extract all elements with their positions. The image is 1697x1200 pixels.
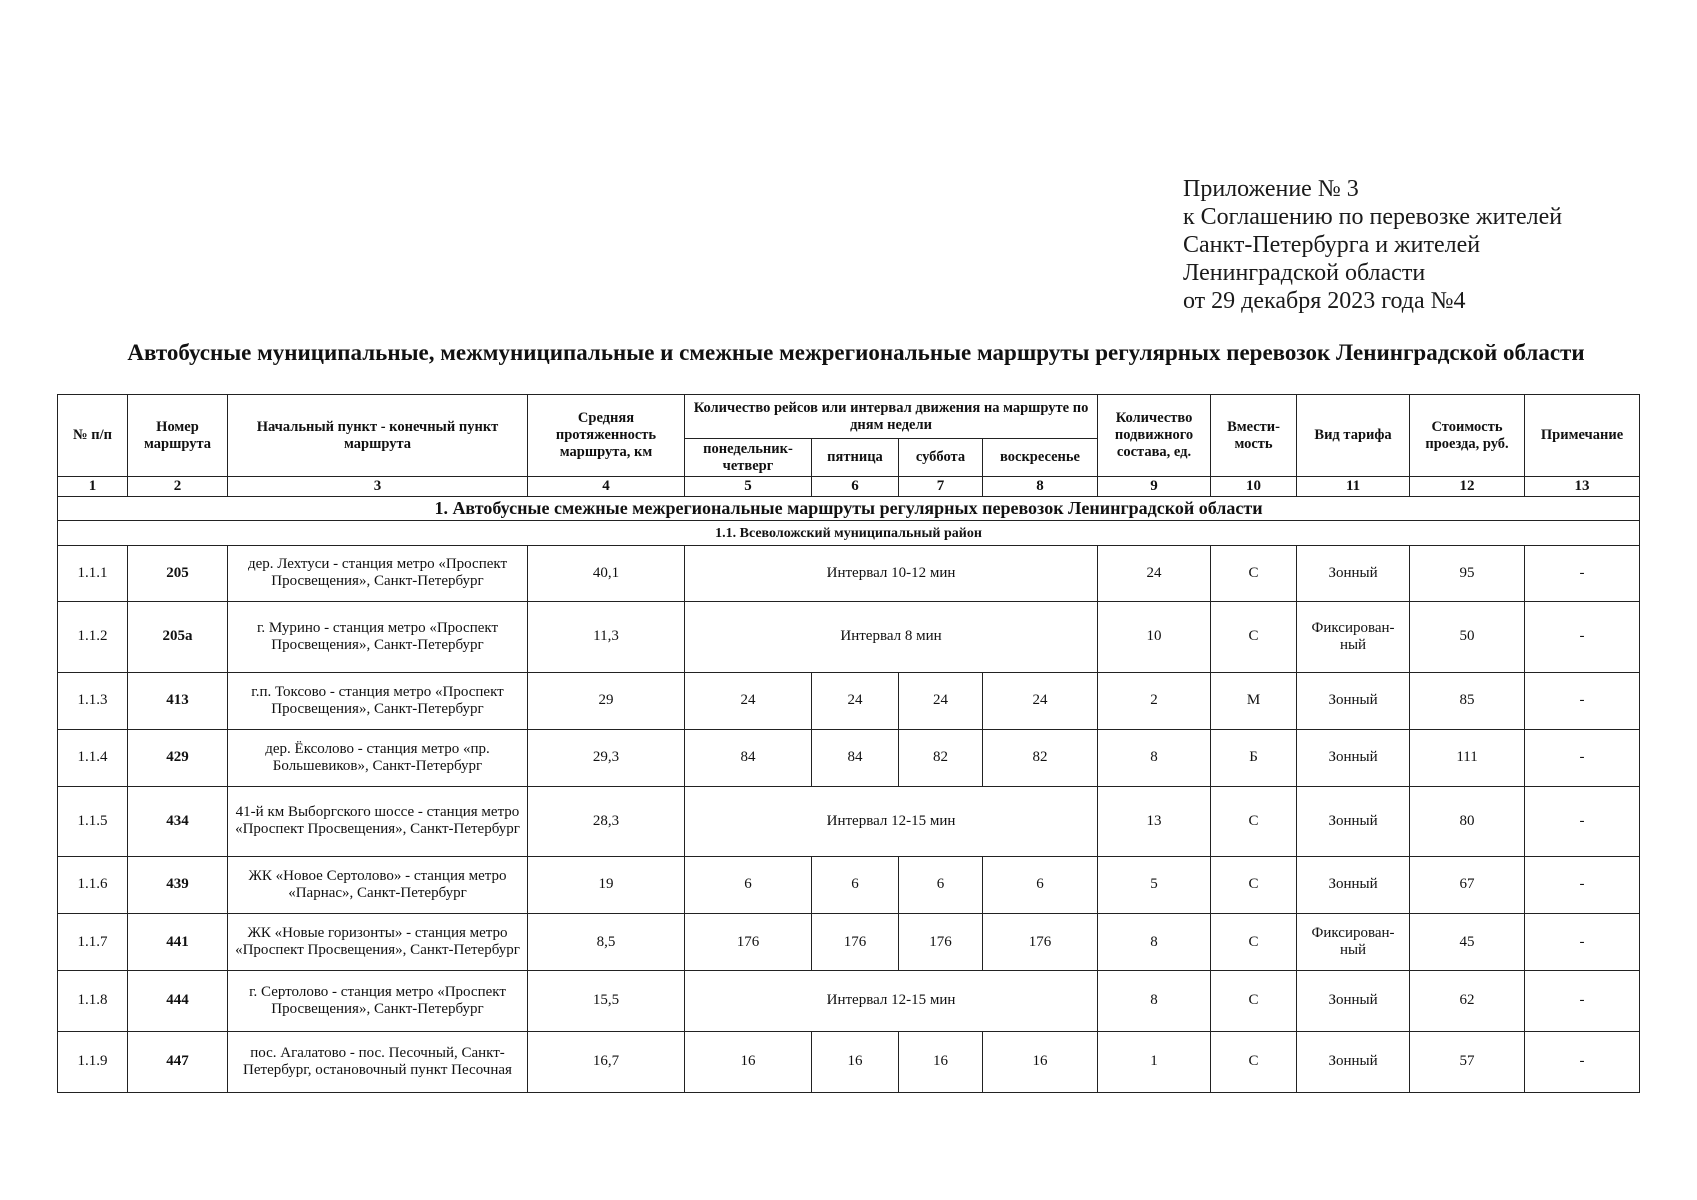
endpoints-cell: ЖК «Новые горизонты» - станция метро «Проспект Просвещения», Санкт-Петербург (228, 914, 528, 971)
mon-thu-cell: 24 (685, 672, 812, 729)
note-cell: - (1525, 914, 1640, 971)
header-mon-thu: понедельник-четверг (685, 439, 812, 477)
row-number-cell: 1.1.4 (58, 729, 128, 786)
capacity-cell: С (1211, 601, 1297, 672)
row-number-cell: 1.1.6 (58, 856, 128, 913)
appendix-line: Ленинградской области (1183, 260, 1426, 286)
tariff-cell: Зонный (1297, 672, 1410, 729)
endpoints-cell: дер. Ёксолово - станция метро «пр. Большевиков», Санкт-Петербург (228, 729, 528, 786)
table-row (58, 1031, 1640, 1092)
note-cell: - (1525, 729, 1640, 786)
table-row (58, 787, 1640, 857)
sat-cell: 176 (899, 914, 983, 971)
sun-cell: 176 (983, 914, 1098, 971)
tariff-cell: Зонный (1297, 856, 1410, 913)
header-length: Средняя протяженность маршрута, км (528, 395, 685, 477)
mon-thu-cell: 176 (685, 914, 812, 971)
fri-cell: 84 (812, 729, 899, 786)
section-title: 1. Автобусные смежные межрегиональные маршруты регулярных перевозок Ленинградской области (58, 497, 1640, 521)
interval-cell: Интервал 8 мин (685, 601, 1098, 672)
column-number: 11 (1297, 477, 1410, 497)
fri-cell: 24 (812, 672, 899, 729)
sat-cell: 82 (899, 729, 983, 786)
table-row (58, 601, 1640, 672)
length-cell: 19 (528, 856, 685, 913)
header-tariff: Вид тарифа (1297, 395, 1410, 477)
tariff-cell: Зонный (1297, 787, 1410, 857)
table-row (58, 545, 1640, 601)
endpoints-cell: дер. Лехтуси - станция метро «Проспект Просвещения», Санкт-Петербург (228, 545, 528, 601)
row-number-cell: 1.1.3 (58, 672, 128, 729)
district-row (58, 521, 1640, 545)
length-cell: 8,5 (528, 914, 685, 971)
row-number-cell: 1.1.2 (58, 601, 128, 672)
header-route-number: Номер маршрута (128, 395, 228, 477)
column-number: 10 (1211, 477, 1297, 497)
tariff-cell: Зонный (1297, 545, 1410, 601)
route-number-cell: 441 (128, 914, 228, 971)
length-cell: 40,1 (528, 545, 685, 601)
endpoints-cell: г.п. Токсово - станция метро «Проспект Просвещения», Санкт-Петербург (228, 672, 528, 729)
sun-cell: 16 (983, 1031, 1098, 1092)
column-number: 2 (128, 477, 228, 497)
capacity-cell: С (1211, 914, 1297, 971)
row-number-cell: 1.1.8 (58, 971, 128, 1031)
fri-cell: 176 (812, 914, 899, 971)
fri-cell: 16 (812, 1031, 899, 1092)
fare-cell: 50 (1410, 601, 1525, 672)
column-number: 9 (1098, 477, 1211, 497)
tariff-cell: Фиксирован-ный (1297, 601, 1410, 672)
column-number: 8 (983, 477, 1098, 497)
route-number-cell: 429 (128, 729, 228, 786)
tariff-cell: Зонный (1297, 1031, 1410, 1092)
vehicles-cell: 10 (1098, 601, 1211, 672)
route-number-cell: 439 (128, 856, 228, 913)
mon-thu-cell: 6 (685, 856, 812, 913)
route-number-cell: 205 (128, 545, 228, 601)
length-cell: 28,3 (528, 787, 685, 857)
length-cell: 16,7 (528, 1031, 685, 1092)
column-number: 1 (58, 477, 128, 497)
header-note: Примечание (1525, 395, 1640, 477)
routes-table (57, 394, 1640, 1093)
column-number: 12 (1410, 477, 1525, 497)
sun-cell: 82 (983, 729, 1098, 786)
header-vehicles: Количество подвижного состава, ед. (1098, 395, 1211, 477)
row-number-cell: 1.1.7 (58, 914, 128, 971)
length-cell: 29,3 (528, 729, 685, 786)
table-row (58, 971, 1640, 1031)
route-number-cell: 434 (128, 787, 228, 857)
fare-cell: 62 (1410, 971, 1525, 1031)
column-number: 4 (528, 477, 685, 497)
mon-thu-cell: 16 (685, 1031, 812, 1092)
note-cell: - (1525, 971, 1640, 1031)
mon-thu-cell: 84 (685, 729, 812, 786)
capacity-cell: С (1211, 787, 1297, 857)
appendix-line: Санкт-Петербурга и жителей (1183, 232, 1481, 258)
note-cell: - (1525, 1031, 1640, 1092)
fare-cell: 45 (1410, 914, 1525, 971)
header-row (58, 395, 1640, 439)
tariff-cell: Зонный (1297, 971, 1410, 1031)
route-number-cell: 444 (128, 971, 228, 1031)
vehicles-cell: 13 (1098, 787, 1211, 857)
length-cell: 11,3 (528, 601, 685, 672)
capacity-cell: Б (1211, 729, 1297, 786)
sun-cell: 6 (983, 856, 1098, 913)
fare-cell: 57 (1410, 1031, 1525, 1092)
appendix-block (1183, 175, 1603, 315)
route-number-cell: 447 (128, 1031, 228, 1092)
header-sat: суббота (899, 439, 983, 477)
note-cell: - (1525, 601, 1640, 672)
fare-cell: 111 (1410, 729, 1525, 786)
column-number: 5 (685, 477, 812, 497)
table-row (58, 729, 1640, 786)
document-title: Автобусные муниципальные, межмуниципальные и смежные межрегиональные маршруты регулярных перевозок Ленинградской области (127, 340, 1585, 365)
header-endpoints: Начальный пункт - конечный пункт маршрута (228, 395, 528, 477)
column-number: 13 (1525, 477, 1640, 497)
note-cell: - (1525, 672, 1640, 729)
capacity-cell: С (1211, 856, 1297, 913)
table-row (58, 914, 1640, 971)
sun-cell: 24 (983, 672, 1098, 729)
sat-cell: 6 (899, 856, 983, 913)
route-number-cell: 413 (128, 672, 228, 729)
header-fri: пятница (812, 439, 899, 477)
fare-cell: 85 (1410, 672, 1525, 729)
tariff-cell: Фиксирован-ный (1297, 914, 1410, 971)
interval-cell: Интервал 12-15 мин (685, 787, 1098, 857)
capacity-cell: С (1211, 1031, 1297, 1092)
capacity-cell: С (1211, 971, 1297, 1031)
column-number-row (58, 477, 1640, 497)
interval-cell: Интервал 10-12 мин (685, 545, 1098, 601)
district-title: 1.1. Всеволожский муниципальный район (58, 521, 1640, 545)
vehicles-cell: 8 (1098, 729, 1211, 786)
fri-cell: 6 (812, 856, 899, 913)
endpoints-cell: ЖК «Новое Сертолово» - станция метро «Парнас», Санкт-Петербург (228, 856, 528, 913)
vehicles-cell: 24 (1098, 545, 1211, 601)
header-sun: воскресенье (983, 439, 1098, 477)
length-cell: 15,5 (528, 971, 685, 1031)
sat-cell: 16 (899, 1031, 983, 1092)
vehicles-cell: 1 (1098, 1031, 1211, 1092)
vehicles-cell: 8 (1098, 914, 1211, 971)
appendix-line: Приложение № 3 (1183, 176, 1359, 202)
endpoints-cell: 41-й км Выборгского шоссе - станция метро «Проспект Просвещения», Санкт-Петербург (228, 787, 528, 857)
section-row (58, 497, 1640, 521)
header-trips-group: Количество рейсов или интервал движения на маршруте по дням недели (685, 395, 1098, 439)
endpoints-cell: г. Сертолово - станция метро «Проспект Просвещения», Санкт-Петербург (228, 971, 528, 1031)
vehicles-cell: 8 (1098, 971, 1211, 1031)
column-number: 7 (899, 477, 983, 497)
fare-cell: 95 (1410, 545, 1525, 601)
note-cell: - (1525, 545, 1640, 601)
appendix-line: к Соглашению по перевозке жителей (1183, 204, 1563, 230)
endpoints-cell: пос. Агалатово - пос. Песочный, Санкт-Петербург, остановочный пункт Песочная (228, 1031, 528, 1092)
length-cell: 29 (528, 672, 685, 729)
table-row (58, 672, 1640, 729)
note-cell: - (1525, 856, 1640, 913)
table-row (58, 856, 1640, 913)
tariff-cell: Зонный (1297, 729, 1410, 786)
capacity-cell: М (1211, 672, 1297, 729)
fare-cell: 80 (1410, 787, 1525, 857)
route-number-cell: 205а (128, 601, 228, 672)
sat-cell: 24 (899, 672, 983, 729)
appendix-line: от 29 декабря 2023 года №4 (1183, 288, 1466, 314)
fare-cell: 67 (1410, 856, 1525, 913)
header-fare: Стоимость проезда, руб. (1410, 395, 1525, 477)
vehicles-cell: 5 (1098, 856, 1211, 913)
row-number-cell: 1.1.9 (58, 1031, 128, 1092)
endpoints-cell: г. Мурино - станция метро «Проспект Просвещения», Санкт-Петербург (228, 601, 528, 672)
interval-cell: Интервал 12-15 мин (685, 971, 1098, 1031)
header-num: № п/п (58, 395, 128, 477)
column-number: 6 (812, 477, 899, 497)
header-capacity: Вмести-мость (1211, 395, 1297, 477)
row-number-cell: 1.1.1 (58, 545, 128, 601)
column-number: 3 (228, 477, 528, 497)
row-number-cell: 1.1.5 (58, 787, 128, 857)
capacity-cell: С (1211, 545, 1297, 601)
note-cell: - (1525, 787, 1640, 857)
vehicles-cell: 2 (1098, 672, 1211, 729)
